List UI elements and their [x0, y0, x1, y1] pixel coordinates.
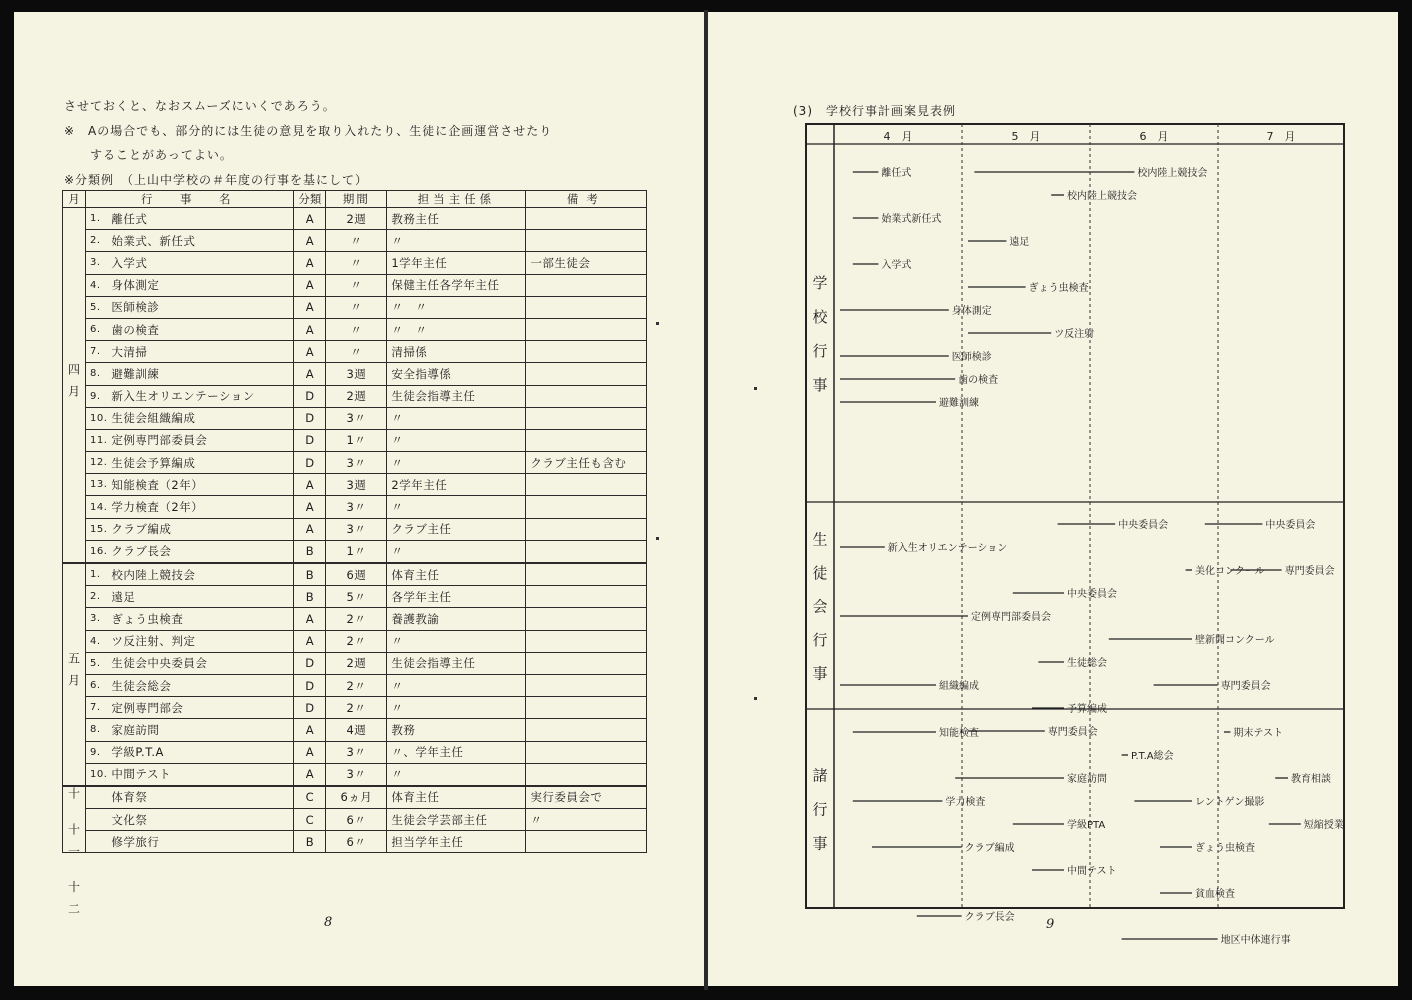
- table-row: [63, 697, 647, 719]
- period-cell: 6〃: [326, 831, 387, 853]
- class-cell: C: [294, 786, 326, 809]
- period-cell: 5〃: [326, 586, 387, 608]
- note-cell: [526, 208, 647, 230]
- period-cell: 〃: [326, 274, 387, 296]
- note-cell: [526, 341, 647, 363]
- row-number: 2.: [86, 230, 108, 252]
- note-cell: [526, 831, 647, 853]
- staff-cell: 清掃係: [387, 341, 526, 363]
- event-name: クラブ編成: [107, 518, 294, 540]
- table-row: [63, 363, 647, 385]
- staff-cell: 〃: [387, 540, 526, 563]
- class-cell: D: [294, 697, 326, 719]
- note-cell: [526, 741, 647, 763]
- event-label: 中央委員会: [1067, 589, 1117, 600]
- table-row: [63, 318, 647, 340]
- row-number: 7.: [86, 341, 108, 363]
- table-row: [63, 741, 647, 763]
- section-label-char: 事: [812, 664, 828, 683]
- event-name: 入学式: [107, 252, 294, 274]
- table-row: [63, 252, 647, 274]
- class-cell: A: [294, 296, 326, 318]
- table-row: [63, 230, 647, 252]
- event-label: クラブ編成: [964, 843, 1015, 854]
- class-cell: D: [294, 429, 326, 451]
- event-name: 生徒会組織編成: [107, 407, 294, 429]
- period-cell: 1〃: [326, 540, 387, 563]
- mark-dot: [656, 322, 659, 325]
- schedule-chart: [708, 12, 1398, 986]
- row-number: 8.: [86, 719, 108, 741]
- period-cell: 6週: [326, 563, 387, 586]
- event-name: 家庭訪問: [107, 719, 294, 741]
- period-cell: 〃: [326, 318, 387, 340]
- section-label-char: 生: [812, 530, 828, 549]
- class-cell: D: [294, 652, 326, 674]
- event-name: 遠足: [107, 586, 294, 608]
- period-cell: 〃: [326, 341, 387, 363]
- event-label: 専門委員会: [1047, 727, 1098, 738]
- class-cell: A: [294, 496, 326, 518]
- section-label-char: 行: [812, 800, 828, 819]
- staff-cell: 体育主任: [387, 563, 526, 586]
- staff-cell: 2学年主任: [387, 474, 526, 496]
- classification-heading: ※分類例 （上山中学校の＃年度の行事を基にして）: [64, 173, 369, 187]
- table-row: [63, 341, 647, 363]
- header-staff: 担当主任係: [387, 191, 526, 208]
- event-label: 医師検診: [951, 352, 992, 363]
- class-cell: D: [294, 452, 326, 474]
- event-name: ぎょう虫検査: [107, 608, 294, 630]
- event-label: 生徒総会: [1067, 658, 1107, 669]
- table-row: [63, 786, 647, 809]
- note-cell: [526, 563, 647, 586]
- page-number: 8: [324, 915, 333, 930]
- staff-cell: 安全指導係: [387, 363, 526, 385]
- section-label-char: 校: [812, 308, 828, 326]
- staff-cell: 〃: [387, 407, 526, 429]
- event-label: 知能検査: [939, 728, 979, 739]
- table-row: [63, 208, 647, 230]
- period-cell: 〃: [326, 230, 387, 252]
- month-cell: 十 十一 十二: [63, 786, 86, 853]
- note-cell: [526, 274, 647, 296]
- class-cell: D: [294, 674, 326, 696]
- staff-cell: 〃: [387, 763, 526, 786]
- class-cell: A: [294, 719, 326, 741]
- event-name: 歯の検査: [107, 318, 294, 340]
- section-label-char: 会: [812, 597, 828, 616]
- class-cell: A: [294, 763, 326, 786]
- class-cell: C: [294, 809, 326, 831]
- staff-cell: 生徒会学芸部主任: [387, 809, 526, 831]
- event-name: 体育祭: [107, 786, 294, 809]
- row-number: 9.: [86, 385, 108, 407]
- period-cell: 2〃: [326, 608, 387, 630]
- event-label: ツ反注射: [1054, 329, 1095, 340]
- row-number: 15.: [86, 518, 108, 540]
- class-cell: B: [294, 540, 326, 563]
- section-label-char: 諸: [812, 766, 828, 785]
- intro-line-3: することがあってよい。: [64, 148, 233, 162]
- event-name: 文化祭: [107, 809, 294, 831]
- month-cell: 四月: [63, 208, 86, 564]
- event-label: 始業式新任式: [881, 214, 942, 225]
- class-cell: A: [294, 208, 326, 230]
- month-label: 7 月: [1266, 130, 1296, 143]
- month-label: 6 月: [1139, 130, 1169, 143]
- event-name: 定例専門部委員会: [107, 429, 294, 451]
- staff-cell: 教務: [387, 719, 526, 741]
- event-label: 新入生オリエンテーション: [887, 543, 1008, 554]
- row-number: 5.: [86, 296, 108, 318]
- note-cell: [526, 652, 647, 674]
- class-cell: A: [294, 741, 326, 763]
- table-row: [63, 630, 647, 652]
- event-name: ツ反注射、判定: [107, 630, 294, 652]
- header-month: 月: [63, 191, 86, 208]
- event-name: 校内陸上競技会: [107, 563, 294, 586]
- period-cell: 1〃: [326, 429, 387, 451]
- row-number: 6.: [86, 674, 108, 696]
- period-cell: 2週: [326, 208, 387, 230]
- section-label-char: 事: [812, 376, 828, 394]
- period-cell: 3〃: [326, 741, 387, 763]
- staff-cell: 〃: [387, 674, 526, 696]
- section-label-char: 学: [812, 274, 828, 292]
- table-row: [63, 540, 647, 563]
- event-name: 学級P.T.A: [107, 741, 294, 763]
- event-label: 地区中体連行事: [1220, 935, 1291, 946]
- table-row: [63, 809, 647, 831]
- event-name: 修学旅行: [107, 831, 294, 853]
- row-number: 10.: [86, 407, 108, 429]
- period-cell: 〃: [326, 296, 387, 318]
- row-number: [86, 831, 108, 853]
- staff-cell: 養護教諭: [387, 608, 526, 630]
- class-cell: D: [294, 407, 326, 429]
- note-cell: [526, 363, 647, 385]
- period-cell: 3週: [326, 363, 387, 385]
- period-cell: 2〃: [326, 674, 387, 696]
- event-label: 期末テスト: [1233, 728, 1284, 739]
- period-cell: 6〃: [326, 809, 387, 831]
- staff-cell: 〃、学年主任: [387, 741, 526, 763]
- row-number: 9.: [86, 741, 108, 763]
- staff-cell: 〃: [387, 230, 526, 252]
- event-name: 生徒会中央委員会: [107, 652, 294, 674]
- row-number: 6.: [86, 318, 108, 340]
- table-row: [63, 563, 647, 586]
- staff-cell: 生徒会指導主任: [387, 385, 526, 407]
- staff-cell: 保健主任各学年主任: [387, 274, 526, 296]
- table-row: [63, 831, 647, 853]
- event-name: 医師検診: [107, 296, 294, 318]
- note-cell: [526, 630, 647, 652]
- period-cell: 2〃: [326, 697, 387, 719]
- note-cell: [526, 385, 647, 407]
- section-label-char: 行: [812, 630, 828, 649]
- note-cell: [526, 296, 647, 318]
- staff-cell: 〃: [387, 697, 526, 719]
- row-number: 8.: [86, 363, 108, 385]
- note-cell: [526, 518, 647, 540]
- class-cell: A: [294, 474, 326, 496]
- table-row: [63, 586, 647, 608]
- row-number: 5.: [86, 652, 108, 674]
- month-label: 4 月: [883, 130, 913, 143]
- staff-cell: 〃 〃: [387, 296, 526, 318]
- note-cell: [526, 429, 647, 451]
- event-name: 生徒会予算編成: [107, 452, 294, 474]
- row-number: 1.: [86, 208, 108, 230]
- event-label: 身体測定: [951, 306, 992, 317]
- note-cell: [526, 608, 647, 630]
- month-cell: 五月: [63, 563, 86, 786]
- mark-dot: [754, 697, 757, 700]
- event-label: 学力検査: [945, 797, 986, 808]
- chart-frame: [806, 124, 1344, 908]
- intro-line-2: ※ Aの場合でも、部分的には生徒の意見を取り入れたり、生徒に企画運営させたり: [64, 124, 553, 138]
- event-name: 知能検査（2年）: [107, 474, 294, 496]
- class-cell: B: [294, 586, 326, 608]
- event-label: ぎょう虫検査: [1195, 843, 1255, 854]
- class-cell: A: [294, 630, 326, 652]
- table-row: [63, 496, 647, 518]
- table-row: [63, 274, 647, 296]
- row-number: 1.: [86, 563, 108, 586]
- row-number: 4.: [86, 274, 108, 296]
- row-number: 3.: [86, 608, 108, 630]
- mark-dot: [656, 537, 659, 540]
- event-name: 大清掃: [107, 341, 294, 363]
- event-label: 離任式: [881, 168, 912, 179]
- table-row: [63, 674, 647, 696]
- period-cell: 2週: [326, 385, 387, 407]
- period-cell: 2週: [326, 652, 387, 674]
- period-cell: 〃: [326, 252, 387, 274]
- note-cell: [526, 230, 647, 252]
- table-row: [63, 296, 647, 318]
- right-page: [708, 12, 1398, 986]
- note-cell: 実行委員会で: [526, 786, 647, 809]
- event-label: 予算編成: [1067, 704, 1107, 715]
- row-number: 4.: [86, 630, 108, 652]
- left-page: [14, 12, 704, 986]
- table-row: [63, 518, 647, 540]
- page-number: 9: [1046, 917, 1055, 932]
- note-cell: [526, 407, 647, 429]
- staff-cell: クラブ主任: [387, 518, 526, 540]
- period-cell: 3〃: [326, 496, 387, 518]
- class-cell: A: [294, 274, 326, 296]
- event-label: 学級PTA: [1067, 820, 1106, 831]
- event-name: 離任式: [107, 208, 294, 230]
- note-cell: 〃: [526, 809, 647, 831]
- event-name: 生徒会総会: [107, 674, 294, 696]
- period-cell: 3〃: [326, 763, 387, 786]
- row-number: 14.: [86, 496, 108, 518]
- table-row: [63, 608, 647, 630]
- staff-cell: 体育主任: [387, 786, 526, 809]
- section-label-char: 行: [812, 342, 828, 360]
- table-row: [63, 763, 647, 786]
- row-number: 12.: [86, 452, 108, 474]
- schedule-title: (3) 学校行事計画案見表例: [793, 104, 956, 118]
- staff-cell: 1学年主任: [387, 252, 526, 274]
- table-row: [63, 385, 647, 407]
- note-cell: クラブ主任も含む: [526, 452, 647, 474]
- class-cell: A: [294, 230, 326, 252]
- staff-cell: 〃 〃: [387, 318, 526, 340]
- row-number: [86, 809, 108, 831]
- row-number: 13.: [86, 474, 108, 496]
- event-label: レントゲン撮影: [1195, 797, 1265, 808]
- event-name: クラブ長会: [107, 540, 294, 563]
- header-period: 期間: [326, 191, 387, 208]
- class-cell: A: [294, 252, 326, 274]
- event-label: 入学式: [881, 260, 912, 271]
- event-label: 教育相談: [1291, 774, 1331, 785]
- event-label: クラブ長会: [964, 912, 1015, 923]
- event-label: 校内陸上競技会: [1067, 191, 1137, 202]
- staff-cell: 教務主任: [387, 208, 526, 230]
- class-cell: B: [294, 563, 326, 586]
- event-label: 中央委員会: [1118, 520, 1169, 531]
- month-label: 5 月: [1011, 130, 1041, 143]
- event-label: 壁新聞コンクール: [1195, 635, 1275, 646]
- event-table: [62, 190, 647, 925]
- event-label: 専門委員会: [1284, 566, 1335, 577]
- note-cell: [526, 540, 647, 563]
- section-label-char: 徒: [812, 564, 828, 583]
- staff-cell: 〃: [387, 429, 526, 451]
- event-name: 避難訓練: [107, 363, 294, 385]
- staff-cell: 担当学年主任: [387, 831, 526, 853]
- period-cell: 6ヵ月: [326, 786, 387, 809]
- table-row: [63, 474, 647, 496]
- period-cell: 4週: [326, 719, 387, 741]
- event-label: 定例専門部委員会: [971, 612, 1051, 623]
- table-row: [63, 452, 647, 474]
- staff-cell: 各学年主任: [387, 586, 526, 608]
- section-label-char: 事: [812, 834, 828, 853]
- event-label: 歯の検査: [958, 375, 999, 386]
- row-number: 3.: [86, 252, 108, 274]
- table-row: [63, 652, 647, 674]
- class-cell: A: [294, 608, 326, 630]
- period-cell: 3〃: [326, 518, 387, 540]
- note-cell: [526, 674, 647, 696]
- period-cell: 3週: [326, 474, 387, 496]
- event-label: ぎょう虫検査: [1028, 283, 1089, 294]
- row-number: [86, 786, 108, 809]
- period-cell: 3〃: [326, 452, 387, 474]
- note-cell: [526, 586, 647, 608]
- event-name: 学力検査（2年）: [107, 496, 294, 518]
- header-note: 備考: [526, 191, 647, 208]
- table-row: [63, 407, 647, 429]
- period-cell: 2〃: [326, 630, 387, 652]
- period-cell: 3〃: [326, 407, 387, 429]
- note-cell: [526, 474, 647, 496]
- row-number: 11.: [86, 429, 108, 451]
- class-cell: B: [294, 831, 326, 853]
- mark-dot: [754, 387, 757, 390]
- row-number: 7.: [86, 697, 108, 719]
- event-name: 定例専門部会: [107, 697, 294, 719]
- event-name: 中間テスト: [107, 763, 294, 786]
- event-label: 専門委員会: [1220, 681, 1271, 692]
- event-label: 美化コンクール: [1195, 566, 1265, 577]
- class-cell: A: [294, 341, 326, 363]
- event-label: 中間テスト: [1067, 866, 1117, 877]
- staff-cell: 生徒会指導主任: [387, 652, 526, 674]
- event-label: P.T.A総会: [1131, 751, 1174, 762]
- event-label: 校内陸上競技会: [1137, 168, 1208, 179]
- note-cell: 一部生徒会: [526, 252, 647, 274]
- table-row: [63, 719, 647, 741]
- class-cell: A: [294, 363, 326, 385]
- class-cell: A: [294, 518, 326, 540]
- staff-cell: 〃: [387, 630, 526, 652]
- note-cell: [526, 697, 647, 719]
- note-cell: [526, 719, 647, 741]
- note-cell: [526, 763, 647, 786]
- event-label: 遠足: [1009, 237, 1030, 248]
- event-label: 貧血検査: [1195, 889, 1235, 900]
- table-row: [63, 429, 647, 451]
- event-label: 組織編成: [939, 681, 979, 692]
- event-name: 始業式、新任式: [107, 230, 294, 252]
- row-number: 10.: [86, 763, 108, 786]
- event-label: 家庭訪問: [1067, 774, 1107, 785]
- row-number: 16.: [86, 540, 108, 563]
- event-name: 身体測定: [107, 274, 294, 296]
- event-label: 中央委員会: [1265, 520, 1316, 531]
- event-name: 新入生オリエンテーション: [107, 385, 294, 407]
- note-cell: [526, 496, 647, 518]
- event-label: 短縮授業: [1303, 820, 1344, 831]
- class-cell: D: [294, 385, 326, 407]
- class-cell: A: [294, 318, 326, 340]
- intro-line-1: させておくと、なおスムーズにいくであろう。: [64, 99, 336, 113]
- event-label: 避難訓練: [939, 398, 979, 409]
- header-event-name: 行 事 名: [86, 191, 294, 208]
- header-class: 分類: [294, 191, 326, 208]
- staff-cell: 〃: [387, 452, 526, 474]
- staff-cell: 〃: [387, 496, 526, 518]
- row-number: 2.: [86, 586, 108, 608]
- note-cell: [526, 318, 647, 340]
